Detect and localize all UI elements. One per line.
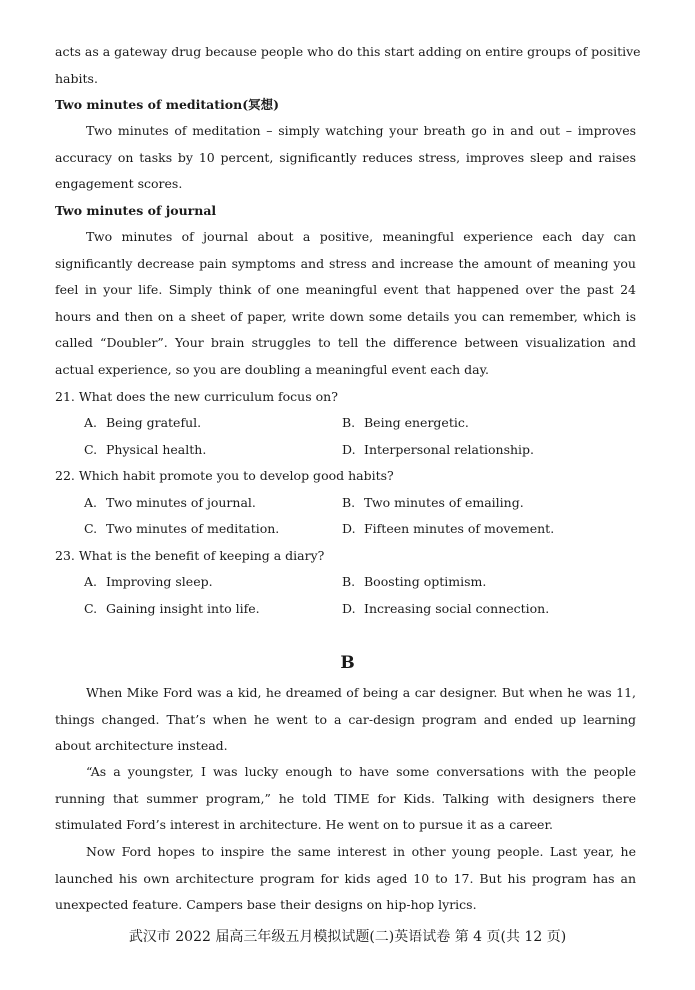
option-text: Improving sleep. — [106, 574, 213, 589]
option-text: Two minutes of journal. — [106, 495, 256, 510]
option-letter: C. — [84, 601, 98, 616]
option-23-d[interactable] — [342, 601, 549, 617]
option-letter: B. — [342, 574, 356, 589]
question-stem: Which habit promote you to develop good habits? — [78, 468, 394, 483]
option-21-d[interactable] — [342, 442, 534, 458]
question-number: 23. — [55, 548, 75, 563]
meditation-paragraph: Two minutes of meditation – simply watching your breath go in and out – improves accuracy on tasks by 10 percent, significantly reduces stress, improves sleep and raises engagement scores. — [55, 123, 636, 191]
option-22-c[interactable] — [84, 521, 279, 537]
question-stem: What does the new curriculum focus on? — [78, 389, 338, 404]
option-letter: A. — [84, 574, 98, 589]
option-letter: D. — [342, 601, 356, 616]
question-number: 21. — [55, 389, 75, 404]
question-22 — [55, 468, 394, 484]
journal-heading: Two minutes of journal — [55, 203, 217, 218]
section-b-title: B — [340, 653, 355, 673]
option-letter: B. — [342, 415, 356, 430]
option-22-d[interactable] — [342, 521, 554, 537]
meditation-heading: Two minutes of meditation(冥想) — [55, 97, 280, 112]
option-text: Interpersonal relationship. — [364, 442, 535, 457]
section-b-paragraph-2: “As a youngster, I was lucky enough to have some conversations with the people running that summer program,” he told TIME for Kids. Talking with designers there stimulated Ford’s interest in architecture. He went on to pursue it as a career. — [55, 764, 636, 832]
option-21-a[interactable] — [84, 415, 201, 431]
option-letter: A. — [84, 415, 98, 430]
option-21-c[interactable] — [84, 442, 206, 458]
section-b-paragraph-3: Now Ford hopes to inspire the same interest in other young people. Last year, he launched his own architecture program for kids aged 10 to 17. But his program has an unexpected feature. Campers base their designs on hip-hop lyrics. — [55, 844, 636, 912]
intro-line-2: habits. — [55, 71, 98, 86]
option-letter: D. — [342, 521, 356, 536]
question-stem: What is the benefit of keeping a diary? — [78, 548, 325, 563]
option-22-a[interactable] — [84, 495, 256, 511]
journal-paragraph: Two minutes of journal about a positive, meaningful experience each day can significantly decrease pain symptoms and stress and increase the amount of meaning you feel in your life. Simply think of one meaningful event that happened over the past 24 hours and then on a sheet of paper, write down some details you can remember, which is called “Doubler”. Your brain struggles to tell the difference between visualization and actual experience, so you are doubling a meaningful event each day. — [55, 229, 636, 377]
intro-line-1: acts as a gateway drug because people who do this start adding on entire groups of positive — [55, 44, 641, 59]
option-text: Being grateful. — [106, 415, 202, 430]
page-footer: 武汉市 2022 届高三年级五月模拟试题(二)英语试卷 第 4 页(共 12 页) — [128, 929, 567, 945]
option-letter: D. — [342, 442, 356, 457]
option-23-c[interactable] — [84, 601, 260, 617]
option-letter: C. — [84, 442, 98, 457]
option-text: Physical health. — [106, 442, 207, 457]
option-text: Boosting optimism. — [364, 574, 487, 589]
option-letter: B. — [342, 495, 356, 510]
question-number: 22. — [55, 468, 75, 483]
option-23-a[interactable] — [84, 574, 213, 590]
question-21 — [55, 389, 338, 405]
option-23-b[interactable] — [342, 574, 486, 590]
option-21-b[interactable] — [342, 415, 469, 431]
option-22-b[interactable] — [342, 495, 524, 511]
option-text: Two minutes of emailing. — [364, 495, 524, 510]
option-text: Being energetic. — [364, 415, 469, 430]
option-letter: A. — [84, 495, 98, 510]
question-23 — [55, 548, 324, 564]
option-text: Gaining insight into life. — [106, 601, 260, 616]
option-text: Two minutes of meditation. — [106, 521, 280, 536]
option-text: Increasing social connection. — [364, 601, 550, 616]
option-letter: C. — [84, 521, 98, 536]
option-text: Fifteen minutes of movement. — [364, 521, 555, 536]
section-b-paragraph-1: When Mike Ford was a kid, he dreamed of being a car designer. But when he was 11, things changed. That’s when he went to a car-design program and ended up learning about architecture instead. — [55, 685, 636, 753]
